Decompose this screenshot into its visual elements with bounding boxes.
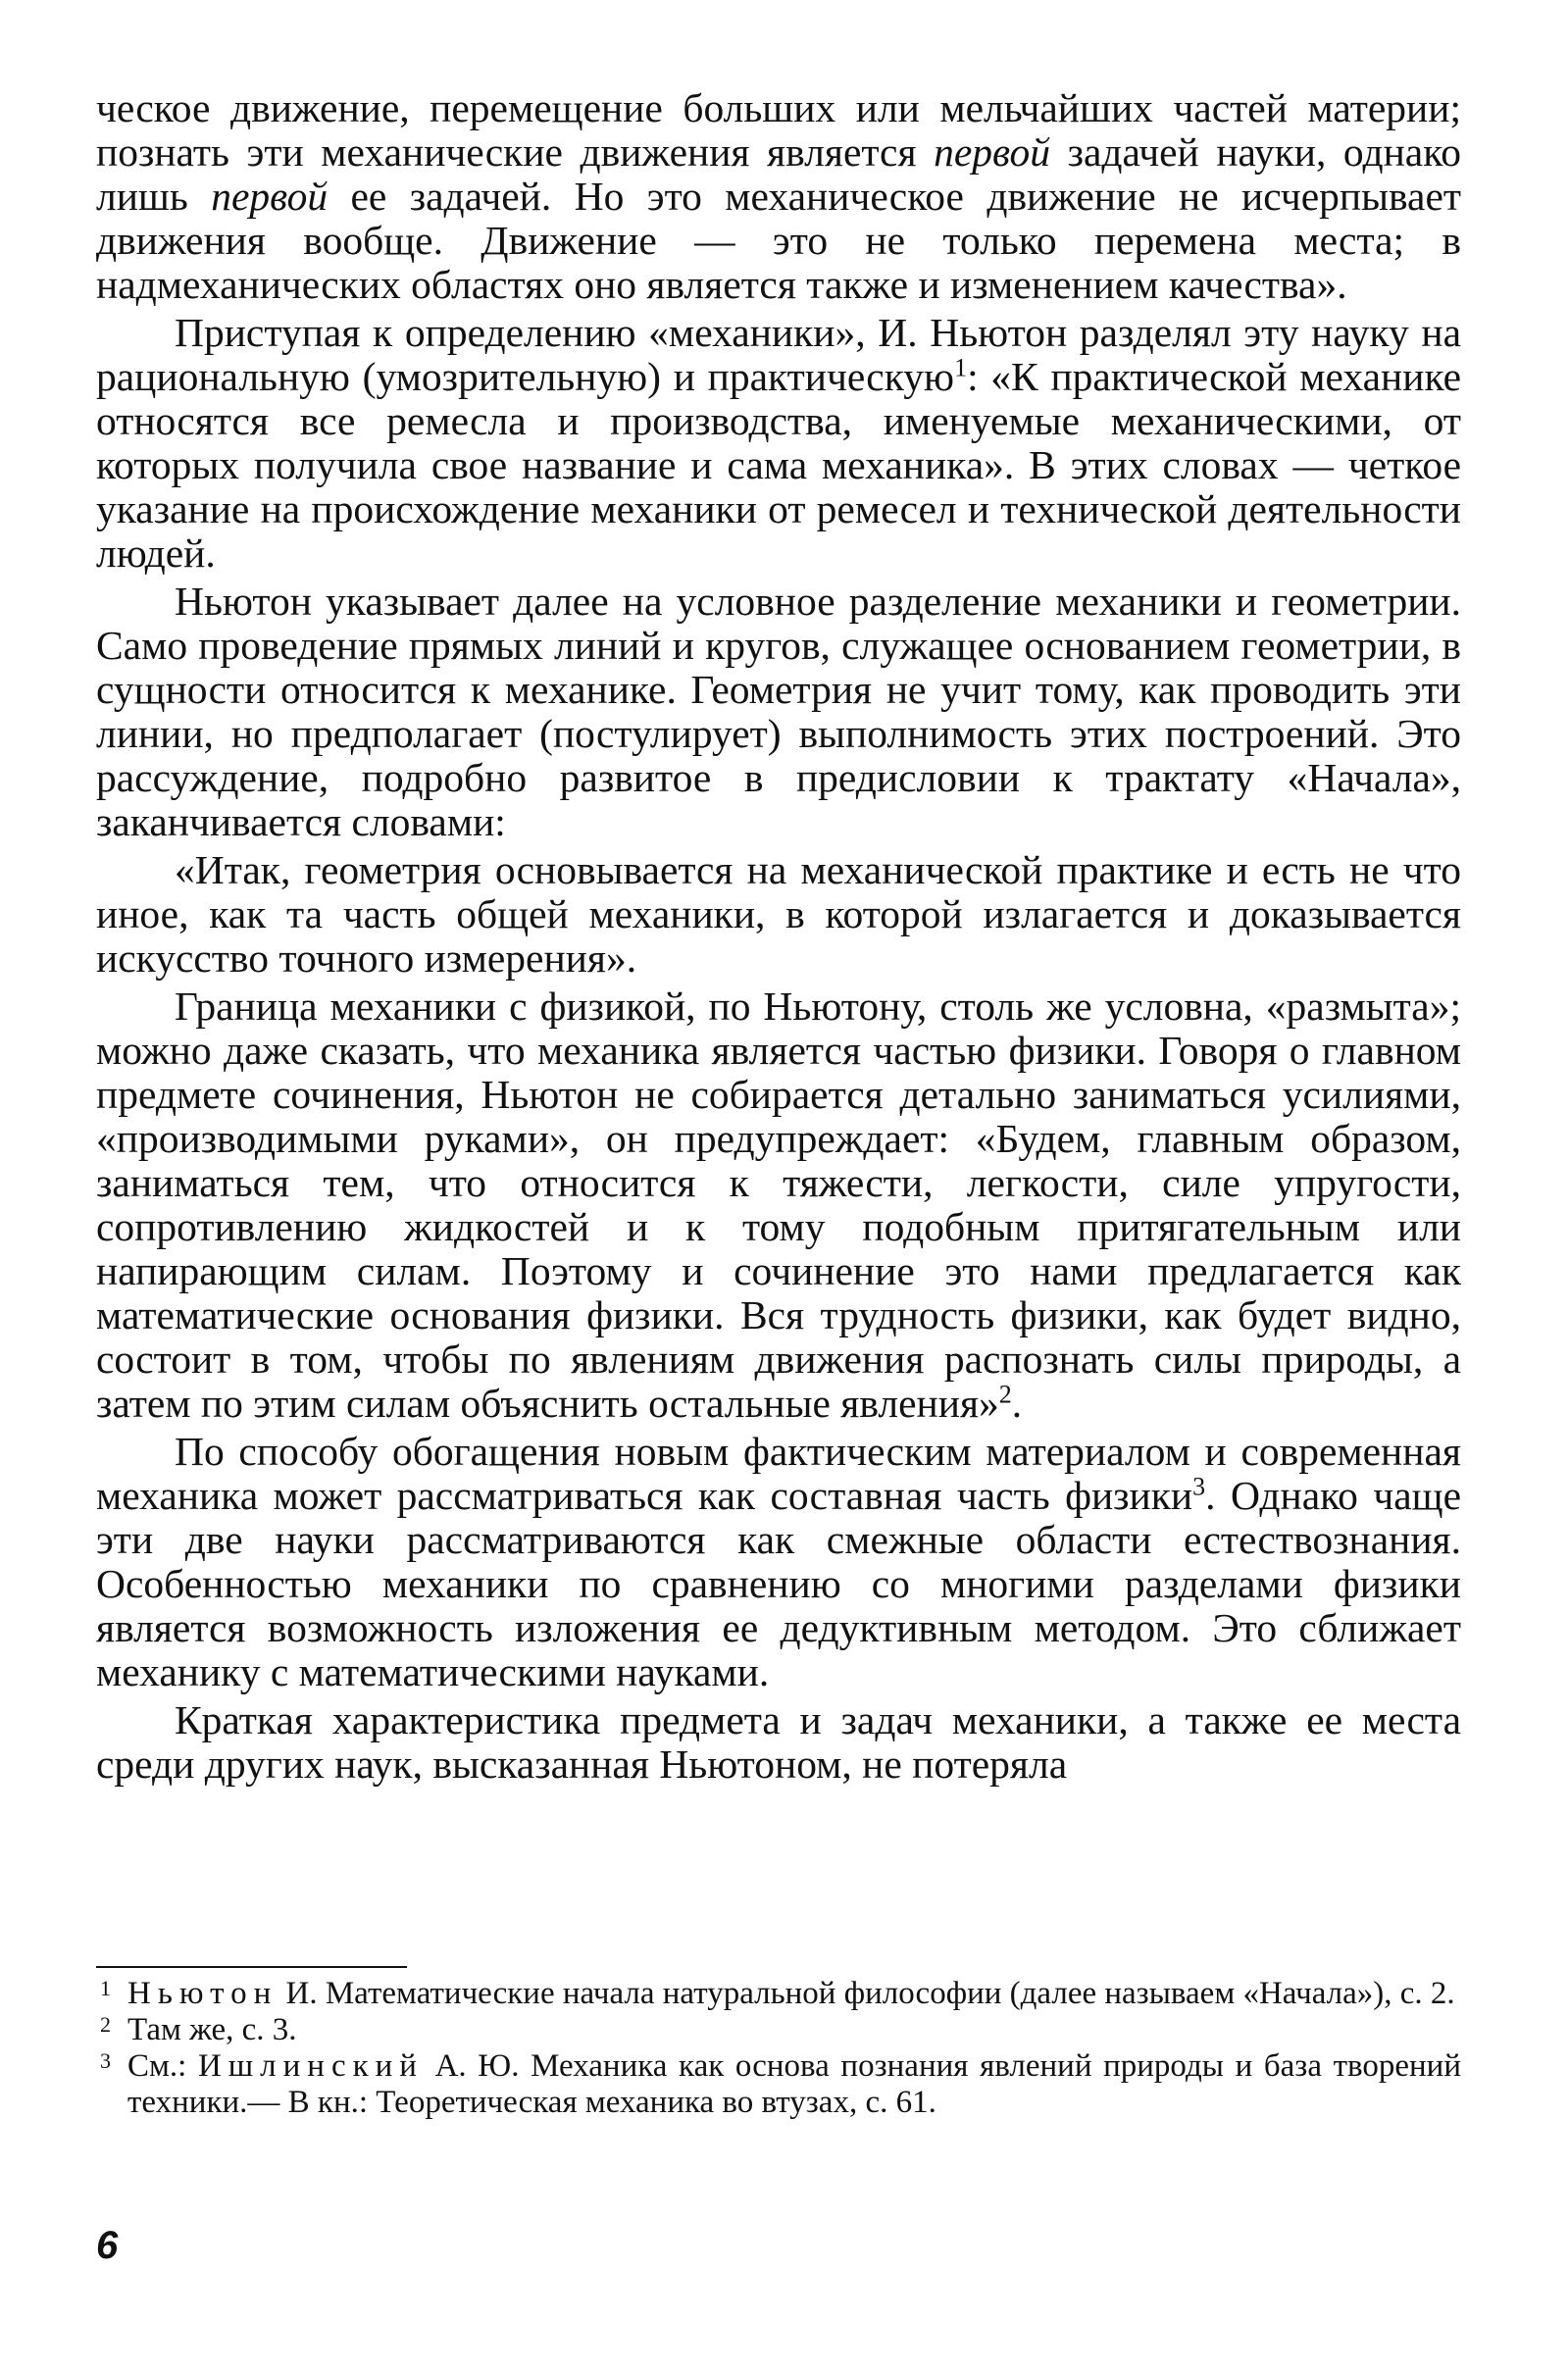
- paragraph-6: По способу обогащения новым фактическим материалом и современная механика может рассматриваться как составная часть физики$^3$. Однако чаще эти две науки рассматриваются как смежные области естествознания. Особенностью механики по сравнению со многими разделами физики является возможность изложения ее дедуктивным методом. Это сближает механику с математическими науками.: [96, 1429, 1462, 1694]
- main-text: [96, 86, 1461, 1787]
- footnote-mark: 3: [100, 2048, 111, 2073]
- footnote-1: 1 Ньютон И. Математические начала натуральной философии (далее называем «Начала»), с. 2.: [96, 1976, 1461, 2012]
- footnote-ref-1[interactable]: 1: [954, 353, 968, 382]
- footnote-ref-2[interactable]: 2: [998, 1380, 1012, 1409]
- footnote-author: Ишлинский: [197, 2048, 424, 2084]
- footnotes: [96, 1976, 1461, 2121]
- paragraph-7: Краткая характеристика предмета и задач механики, а также ее места среди других наук, высказанная Ньютоном, не потеряла: [96, 1697, 1461, 1787]
- footnote-mark: 1: [100, 1976, 111, 2000]
- footnote-2: 2 Там же, с. 3.: [96, 2012, 1461, 2048]
- footnote-mark: 2: [100, 2012, 111, 2037]
- footnote-divider: [96, 1966, 407, 1968]
- page-number: 6: [96, 2224, 119, 2267]
- emphasis-first: первой: [934, 129, 1051, 175]
- paragraph-2: Приступая к определению «механики», И. Ньютон разделял эту науку на рациональную (умозрительную) и практическую$^1$: «К практической механике относятся все ремесла и производства, именуемые механическими, от которых получила свое название и сама механика». В этих словах — четкое указание на происхождение механики от ремесел и технической деятельности людей.: [96, 310, 1461, 576]
- paragraph-1: ческое движение, перемещение больших или мельчайших частей материи; познать эти механические движения является первой задачей науки, однако лишь первой ее задачей. Но это механическое движение не исчерпывает движения вообще. Движение — это не только перемена места; в надмеханических областях оно является также и изменением качества».: [96, 85, 1462, 307]
- footnote-3: 3 См.: Ишлинский А. Ю. Механика как основа познания явлений природы и база творений техники.— В кн.: Теоретическая механика во втузах, с. 61.: [96, 2048, 1461, 2121]
- paragraph-3: Ньютон указывает далее на условное разделение механики и геометрии. Само проведение прямых линий и кругов, служащее основанием геометрии, в сущности относится к механике. Геометрия не учит тому, как проводить эти линии, но предполагает (постулирует) выполнимость этих построений. Это рассуждение, подробно развитое в предисловии к трактату «Начала», заканчивается словами:: [96, 579, 1461, 844]
- footnote-ref-3[interactable]: 3: [1192, 1472, 1206, 1501]
- footnote-author: Ньютон: [127, 1976, 278, 2011]
- emphasis-first: первой: [211, 174, 329, 219]
- page: [96, 86, 1461, 1787]
- quotation-paragraph: «Итак, геометрия основывается на механической практике и есть не что иное, как та часть общей механики, в которой излагается и доказывается искусство точного измерения».: [96, 847, 1461, 981]
- paragraph-5: Граница механики с физикой, по Ньютону, столь же условна, «размыта»; можно даже сказать, что механика является частью физики. Говоря о главном предмете сочинения, Ньютон не собирается детально заниматься усилиями, «производимыми руками», он предупреждает: «Будем, главным образом, заниматься тем, что относится к тяжести, легкости, силе упругости, сопротивлению жидкостей и к тому подобным притягательным или напирающим силам. Поэтому и сочинение это нами предлагается как математические основания физики. Вся трудность физики, как будет видно, состоит в том, чтобы по явлениям движения распознать силы природы, а затем по этим силам объяснить остальные явления»$^2$.: [96, 984, 1461, 1426]
